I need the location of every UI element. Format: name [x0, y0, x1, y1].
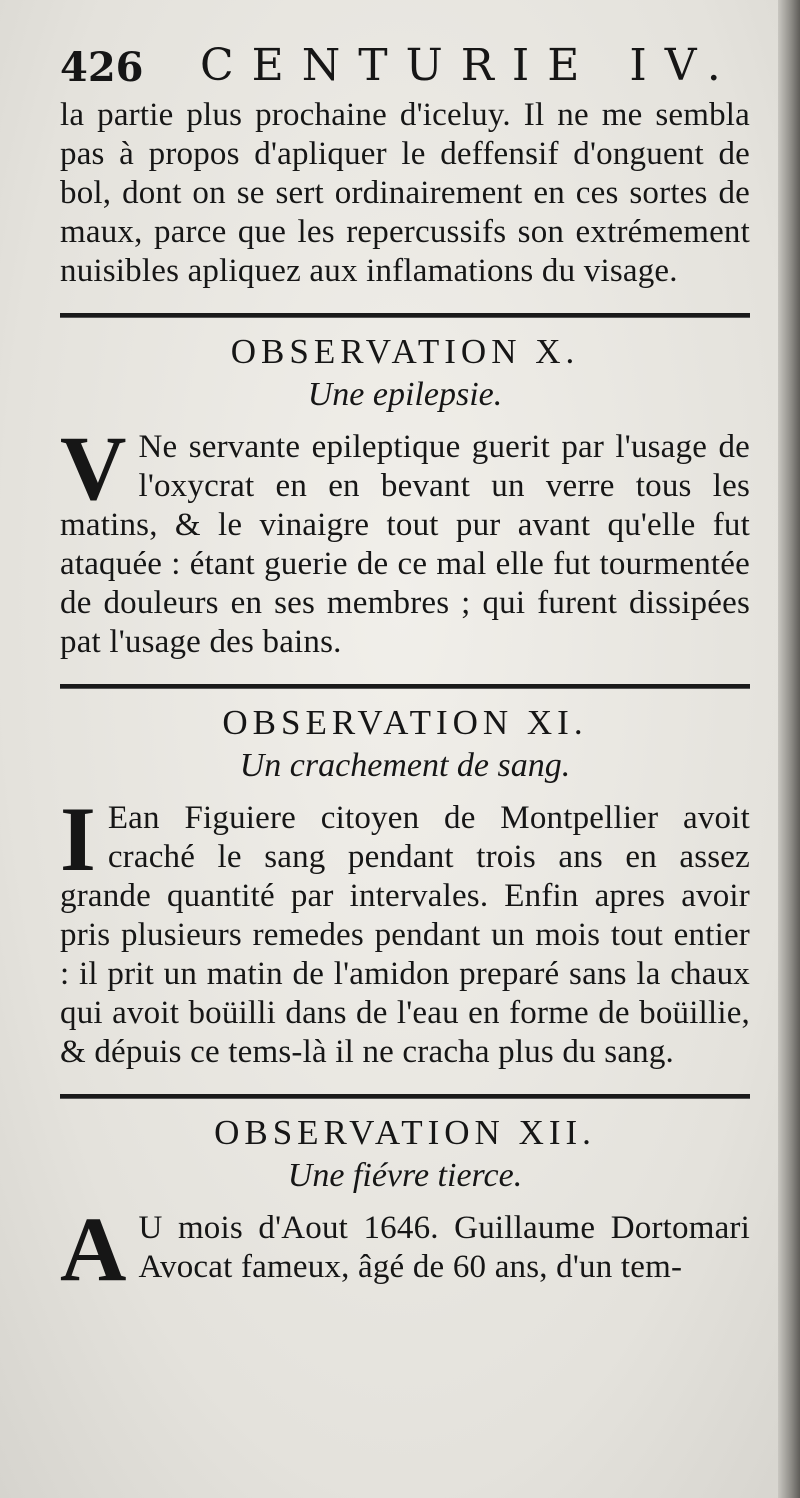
observation-subtitle: Une fiévre tierce. [287, 1157, 523, 1194]
running-head [60, 38, 750, 96]
section-divider [60, 1094, 750, 1099]
observation-body [60, 788, 750, 1072]
observation-body [60, 417, 750, 662]
page-number: 426 [60, 44, 144, 91]
section-divider [60, 313, 750, 318]
observation-text: Ean Figuiere citoyen de Montpellier avoit craché le sang pendant trois ans en assez grande quantité par intervales. Enfin apres avoir pris plusieurs remedes pendant un mois tout entier : il prit un matin de l'amidon preparé sans la chaux qui avoit boüilli dans de l'eau en forme de boüillie, & dépuis ce tems-là il ne cracha plus du sang. [60, 800, 750, 1070]
drop-cap: A [60, 1198, 127, 1300]
intro-paragraph: la partie plus prochaine d'iceluy. Il ne me sembla pas à propos d'apliquer le deffensif d'onguent de bol, dont on se sert ordinairement en ces sortes de maux, parce que les repercussifs son extrémement nuisibles apliquez aux inflamations du visage. [60, 97, 750, 289]
observation-body [60, 1198, 750, 1300]
observation-title: OBSERVATION XI. [222, 703, 588, 742]
page-content [60, 38, 750, 1300]
running-title: CENTURIE IV. [200, 40, 739, 91]
observation-subtitle: Un crachement de sang. [239, 747, 571, 784]
drop-cap: I [60, 788, 96, 890]
drop-cap: V [60, 417, 127, 519]
page-gutter-shadow [778, 0, 800, 1498]
observation-title: OBSERVATION XII. [214, 1113, 596, 1152]
observation-title: OBSERVATION X. [230, 332, 580, 371]
section-divider [60, 684, 750, 689]
observation-subtitle: Une epilepsie. [307, 376, 503, 413]
observation-text: U mois d'Aout 1646. Guillaume Dortomari Avocat fameux, âgé de 60 ans, d'un tem- [138, 1210, 750, 1285]
observation-text: Ne servante epileptique guerit par l'usage de l'oxycrat en en bevant un verre tous les matins, & le vinaigre tout pur avant qu'elle fut ataquée : étant guerie de ce mal elle fut tourmentée de douleurs en ses membres ; qui furent dissipées pat l'usage des bains. [60, 429, 750, 660]
